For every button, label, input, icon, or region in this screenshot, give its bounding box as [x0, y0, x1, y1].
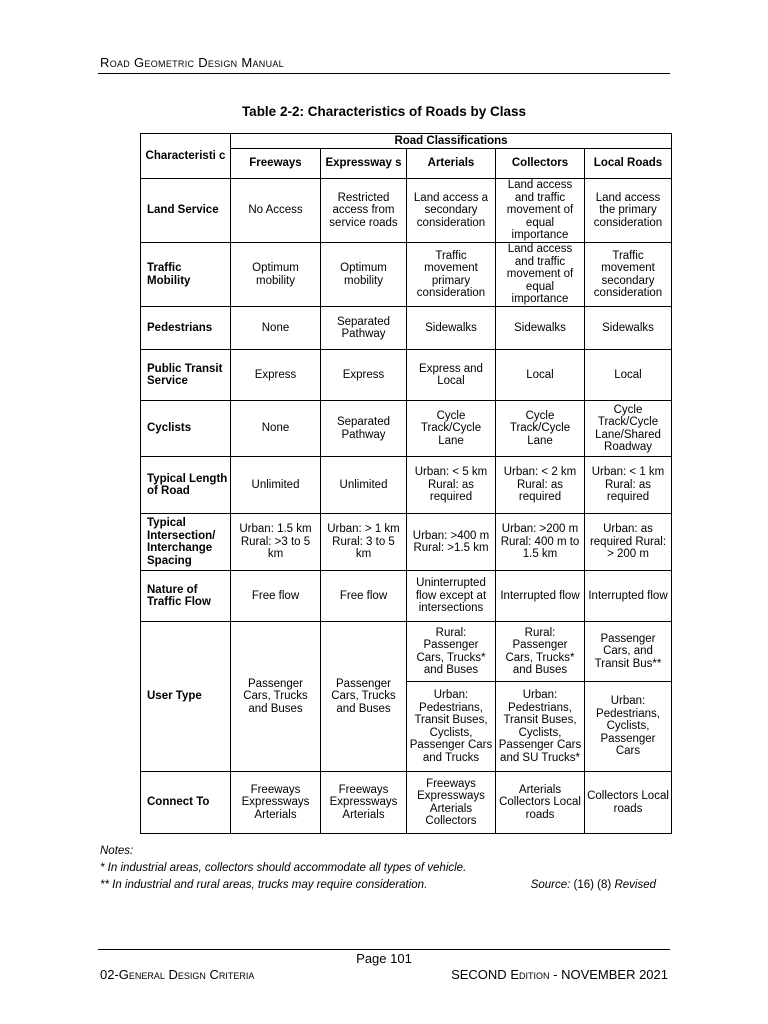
- table-cell: Urban: Pedestrians, Cyclists, Passenger Cars: [585, 682, 672, 772]
- table-cell: Restricted access from service roads: [321, 179, 407, 243]
- table-cell: Urban: < 2 km Rural: as required: [496, 457, 585, 514]
- chapter-title: 02-General Design Criteria: [100, 967, 255, 982]
- table-cell: Express and Local: [407, 350, 496, 401]
- column-header-collectors: Collectors: [496, 149, 585, 179]
- table-cell: Traffic movement primary consideration: [407, 243, 496, 307]
- table-cell: Urban: as required Rural: > 200 m: [585, 514, 672, 571]
- table-row: [141, 307, 672, 350]
- row-header: Nature of Traffic Flow: [141, 571, 231, 622]
- table-caption: Table 2-2: Characteristics of Roads by Class: [241, 104, 527, 119]
- table-cell: Urban: >200 m Rural: 400 m to 1.5 km: [496, 514, 585, 571]
- source-value: (16) (8): [573, 879, 612, 891]
- note-line: [100, 877, 660, 894]
- table-cell: Rural: Passenger Cars, Trucks* and Buses: [496, 622, 585, 682]
- table-cell: Traffic movement secondary consideration: [585, 243, 672, 307]
- table-cell: Passenger Cars, and Transit Bus**: [585, 622, 672, 682]
- table-cell: Urban: > 1 km Rural: 3 to 5 km: [321, 514, 407, 571]
- table-cell: Sidewalks: [585, 307, 672, 350]
- corner-header: Characteristi c: [141, 134, 231, 179]
- source-suffix: Revised: [614, 879, 656, 891]
- table-cell: Passenger Cars, Trucks and Buses: [231, 622, 321, 772]
- table-cell: Local: [585, 350, 672, 401]
- row-header: Pedestrians: [141, 307, 231, 350]
- table-cell: Land access a secondary consideration: [407, 179, 496, 243]
- table-cell: Cycle Track/Cycle Lane/Shared Roadway: [585, 401, 672, 457]
- column-header-freeways: Freeways: [231, 149, 321, 179]
- footer-divider: [98, 949, 670, 950]
- manual-title: Road Geometric Design Manual: [100, 55, 284, 70]
- row-header: Connect To: [141, 772, 231, 834]
- edition-prefix: SECOND: [451, 967, 507, 982]
- table-cell: Urban: 1.5 km Rural: >3 to 5 km: [231, 514, 321, 571]
- note-industrial-trucks: ** In industrial and rural areas, trucks may require consideration.: [100, 879, 428, 891]
- table-cell: Interrupted flow: [585, 571, 672, 622]
- table-row: [141, 622, 672, 682]
- source-citation: [531, 877, 656, 894]
- note-industrial-collectors: * In industrial areas, collectors should accommodate all types of vehicle.: [100, 862, 467, 874]
- table-cell: None: [231, 307, 321, 350]
- notes-heading: Notes:: [100, 845, 134, 857]
- table-row: [141, 179, 672, 243]
- table-cell: Arterials Collectors Local roads: [496, 772, 585, 834]
- road-characteristics-table: [140, 133, 672, 834]
- table-row: [141, 457, 672, 514]
- table-cell: Free flow: [321, 571, 407, 622]
- edition-label: [451, 967, 668, 982]
- table-cell: Freeways Expressways Arterials: [231, 772, 321, 834]
- table-cell: Express: [231, 350, 321, 401]
- column-header-expressways: Expressway s: [321, 149, 407, 179]
- table-cell: Separated Pathway: [321, 307, 407, 350]
- table-cell: Land access and traffic movement of equal importance: [496, 179, 585, 243]
- row-header: Typical Length of Road: [141, 457, 231, 514]
- table-cell: Cycle Track/Cycle Lane: [496, 401, 585, 457]
- table-cell: Urban: < 5 km Rural: as required: [407, 457, 496, 514]
- table-row: [141, 571, 672, 622]
- table-row: [141, 350, 672, 401]
- table-cell: Express: [321, 350, 407, 401]
- table-cell: Optimum mobility: [231, 243, 321, 307]
- table-cell: Cycle Track/Cycle Lane: [407, 401, 496, 457]
- column-header-arterials: Arterials: [407, 149, 496, 179]
- table-cell: Urban: Pedestrians, Transit Buses, Cyclists, Passenger Cars and SU Trucks*: [496, 682, 585, 772]
- row-header: User Type: [141, 622, 231, 772]
- table-row: [141, 243, 672, 307]
- table-cell: Sidewalks: [496, 307, 585, 350]
- row-header: Traffic Mobility: [141, 243, 231, 307]
- table-cell: Unlimited: [321, 457, 407, 514]
- table-cell: Interrupted flow: [496, 571, 585, 622]
- edition-word: Edition: [510, 967, 550, 982]
- table-cell: Free flow: [231, 571, 321, 622]
- row-header: Cyclists: [141, 401, 231, 457]
- table-cell: Local: [496, 350, 585, 401]
- table-cell: Freeways Expressways Arterials Collectors: [407, 772, 496, 834]
- table-cell: Separated Pathway: [321, 401, 407, 457]
- table-cell: None: [231, 401, 321, 457]
- column-header-local-roads: Local Roads: [585, 149, 672, 179]
- table-row: [141, 514, 672, 571]
- table-cell: Uninterrupted flow except at intersections: [407, 571, 496, 622]
- table-cell: Passenger Cars, Trucks and Buses: [321, 622, 407, 772]
- table-cell: Urban: >400 m Rural: >1.5 km: [407, 514, 496, 571]
- table-cell: Sidewalks: [407, 307, 496, 350]
- table-cell: Urban: Pedestrians, Transit Buses, Cyclists, Passenger Cars and Trucks: [407, 682, 496, 772]
- table-cell: Freeways Expressways Arterials: [321, 772, 407, 834]
- header-divider: [98, 73, 670, 74]
- row-header: Public Transit Service: [141, 350, 231, 401]
- source-label: Source:: [530, 879, 571, 891]
- row-header: Land Service: [141, 179, 231, 243]
- row-header: Typical Intersection/ Interchange Spacing: [141, 514, 231, 571]
- page-number: Page 101: [356, 951, 412, 966]
- table-cell: Land access and traffic movement of equal importance: [496, 243, 585, 307]
- table-cell: Unlimited: [231, 457, 321, 514]
- table-cell: Rural: Passenger Cars, Trucks* and Buses: [407, 622, 496, 682]
- table-cell: Optimum mobility: [321, 243, 407, 307]
- table-cell: No Access: [231, 179, 321, 243]
- table-notes: [100, 843, 660, 894]
- table-cell: Land access the primary consideration: [585, 179, 672, 243]
- table-row: [141, 401, 672, 457]
- table-row: [141, 772, 672, 834]
- edition-date: - NOVEMBER 2021: [553, 967, 668, 982]
- table-cell: Collectors Local roads: [585, 772, 672, 834]
- table-cell: Urban: < 1 km Rural: as required: [585, 457, 672, 514]
- group-header: Road Classifications: [231, 134, 672, 149]
